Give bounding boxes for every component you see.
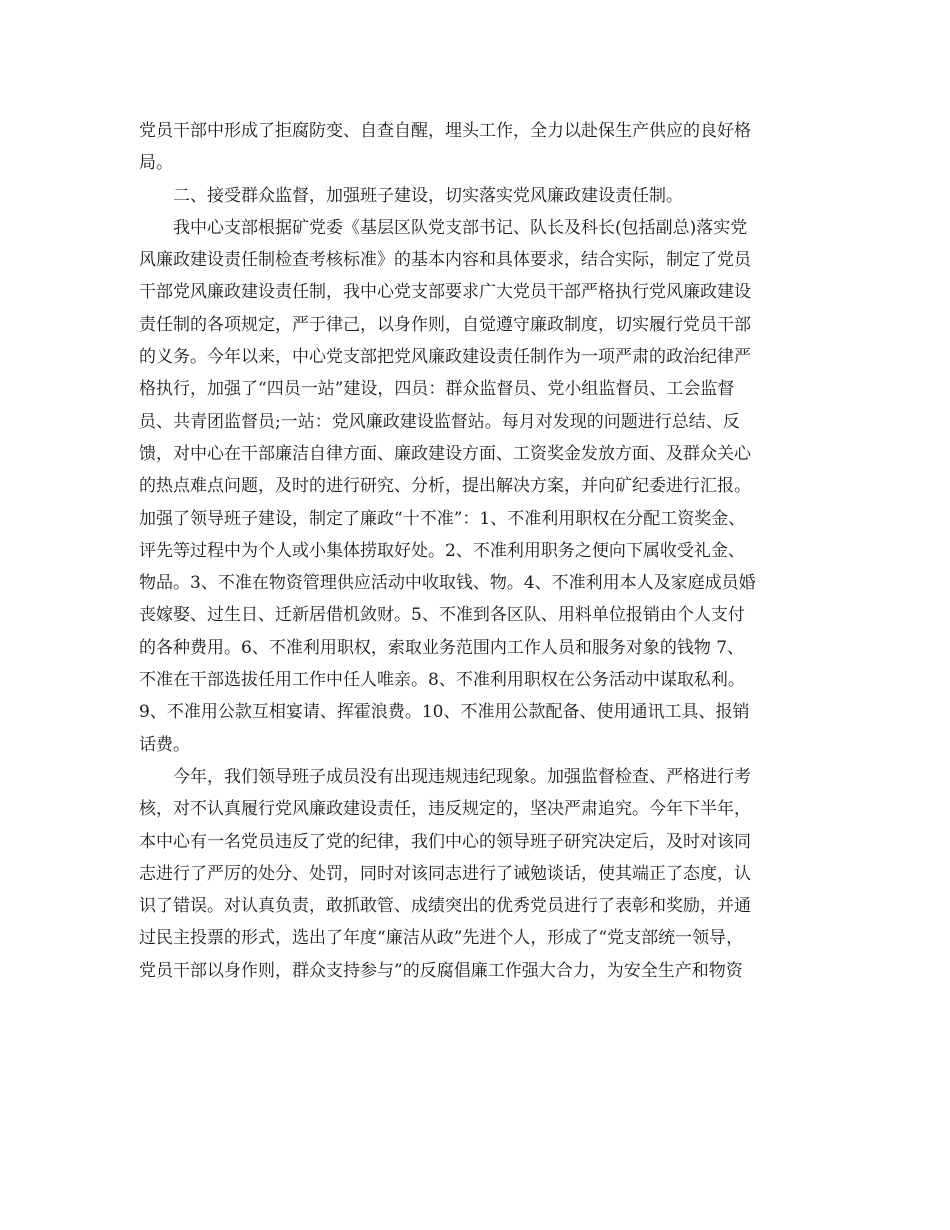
text-line: 志进行了严厉的处分、处罚，同时对该同志进行了诫勉谈话，使其端正了态度，认 — [139, 863, 751, 884]
text-line: 核，对不认真履行党风廉政建设责任，违反规定的，坚决严肃追究。今年下半年， — [139, 799, 751, 820]
text-line: 责任制的各项规定，严于律己，以身作则，自觉遵守廉政制度，切实履行党员干部 — [139, 314, 751, 335]
text-line: 的热点难点问题，及时的进行研究、分析，提出解决方案，并向矿纪委进行汇报。 — [139, 476, 751, 497]
text-line: 党员干部中形成了拒腐防变、自查自醒，埋头工作，全力以赴保生产供应的良好格 — [139, 121, 751, 141]
text-line: 过民主投票的形式，选出了年度“廉洁从政”先进个人，形成了“党支部统一领导， — [139, 928, 744, 949]
text-line: 格执行，加强了“四员一站”建设，四员：群众监督员、党小组监督员、工会监督 — [139, 379, 735, 400]
text-line: 9、不准用公款互相宴请、挥霍浪费。10、不准用公款配备、使用通讯工具、报销 — [139, 702, 750, 723]
text-line: 话费。 — [139, 734, 190, 755]
text-line: 的义务。今年以来，中心党支部把党风廉政建设责任制作为一项严肃的政治纪律严 — [139, 347, 751, 368]
text-line: 局。 — [139, 153, 173, 174]
text-line: 党员干部以身作则，群众支持参与”的反腐倡廉工作强大合力，为安全生产和物资 — [139, 960, 743, 981]
text-line: 今年，我们领导班子成员没有出现违规违纪现象。加强监督检查、严格进行考 — [173, 766, 751, 787]
text-line: 本中心有一名党员违反了党的纪律，我们中心的领导班子研究决定后，及时对该同 — [139, 831, 751, 852]
document-page — [139, 115, 819, 987]
text-line: 我中心支部根据矿党委《基层区队党支部书记、队长及科长(包括副总)落实党 — [173, 217, 748, 238]
text-line: 丧嫁娶、过生日、迁新居借机敛财。5、不准到各区队、用料单位报销由个人支付 — [139, 605, 745, 626]
text-line: 干部党风廉政建设责任制，我中心党支部要求广大党员干部严格执行党风廉政建设 — [139, 282, 751, 303]
text-line: 不准在干部选拔任用工作中任人唯亲。8、不准利用职权在公务活动中谋取私利。 — [139, 670, 745, 691]
text-line: 加强了领导班子建设，制定了廉政“十不准”：1、不准利用职权在分配工资奖金、 — [139, 508, 746, 529]
text-line: 评先等过程中为个人或小集体捞取好处。2、不准利用职务之便向下属收受礼金、 — [139, 540, 745, 561]
text-line: 二、接受群众监督，加强班子建设，切实落实党风廉政建设责任制。 — [173, 185, 683, 206]
text-line: 识了错误。对认真负责，敢抓敢管、成绩突出的优秀党员进行了表彰和奖励，并通 — [139, 896, 751, 917]
text-line: 馈，对中心在干部廉洁自律方面、廉政建设方面、工资奖金发放方面、及群众关心 — [139, 443, 751, 464]
text-line: 员、共青团监督员;一站：党风廉政建设监督站。每月对发现的问题进行总结、反 — [139, 411, 740, 432]
text-line: 风廉政建设责任制检查考核标准》的基本内容和具体要求，结合实际，制定了党员 — [139, 250, 751, 271]
text-line: 物品。3、不准在物资管理供应活动中收取钱、物。4、不准利用本人及家庭成员婚 — [139, 573, 756, 594]
text-line: 的各种费用。6、不准利用职权，索取业务范围内工作人员和服务对象的钱物 7、 — [139, 637, 745, 658]
